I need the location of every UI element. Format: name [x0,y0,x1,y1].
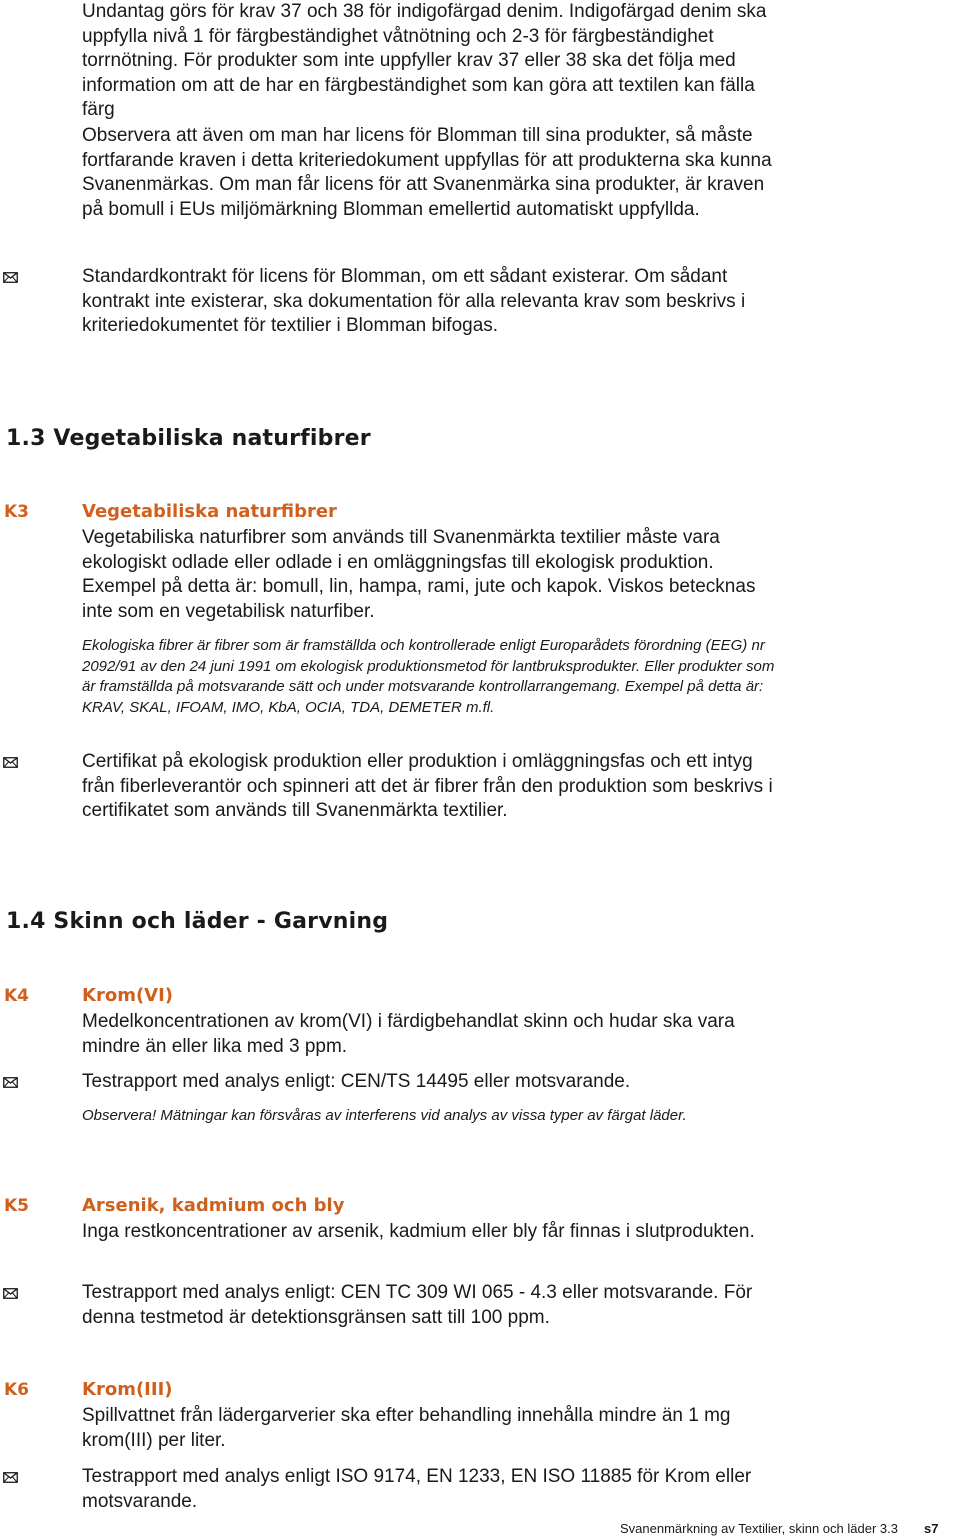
k6-documentation [82,1465,782,1514]
envelope-icon [3,757,18,768]
requirement-text: Medelkoncentrationen av krom(VI) i färdigbehandlat skinn och hudar ska vara mindre än eller lika med 3 ppm. [82,1011,735,1057]
requirement-doc: Testrapport med analys enligt ISO 9174, EN 1233, EN ISO 11885 för Krom eller motsvarande. [82,1466,752,1512]
k5-documentation [82,1281,782,1330]
requirement-text: Vegetabiliska naturfibrer som används till Svanenmärkta textilier måste vara ekologiskt odlade eller odlade i en omläggningsfas till ekologisk produktion. Exempel på detta är: bomull, lin, hampa, rami, jute och kapok. Viskos betecknas inte som en vegetabilisk naturfiber. [82,527,756,622]
envelope-icon [3,1077,18,1088]
intro-doc-text: Standardkontrakt för licens för Blomman, om ett sådant existerar. Om sådant kontrakt inte existerar, ska dokumentation för alla relevanta krav som beskrivs i kriteriedokumentet för textilier i Blomman bifogas. [82,266,746,336]
requirement-k5 [82,1194,782,1245]
intro-note: Observera att även om man har licens för Blomman till sina produkter, så måste fortfarande kraven i detta kriteriedokument uppfyllas för att produkterna ska kunna Svanenmärkas. Om man får licens för att Svanenmärka sina produkter, är kraven på bomull i EUs miljömärkning Blomman emellertid automatiskt uppfyllda. [82,125,772,220]
requirement-code-k4: K4 [4,986,30,1006]
section-heading-1-4: 1.4 Skinn och läder - Garvning [6,909,389,934]
intro-paragraph-2 [82,124,782,222]
envelope-icon [3,1288,18,1299]
k3-documentation [82,750,782,824]
envelope-icon [3,1472,18,1483]
requirement-k3 [82,500,782,624]
intro-documentation [82,265,782,339]
page-footer [620,1521,938,1536]
requirement-k4 [82,984,782,1059]
envelope-icon [3,272,18,283]
requirement-doc: Testrapport med analys enligt: CEN TC 309 WI 065 - 4.3 eller motsvarande. För denna testmetod är detektionsgränsen satt till 100 ppm. [82,1282,753,1328]
requirement-doc: Certifikat på ekologisk produktion eller produktion i omläggningsfas och ett intyg från fiberleverantör och spinneri att det är fibrer från den produktion som beskrivs i certifikatet som används till Svanenmärkta textilier. [82,751,773,821]
requirement-code-k6: K6 [4,1380,30,1400]
intro-paragraph-1 [82,0,782,123]
requirement-text: Spillvattnet från lädergarverier ska efter behandling innehålla mindre än 1 mg krom(III) per liter. [82,1405,731,1451]
requirement-doc: Testrapport med analys enligt: CEN/TS 14495 eller motsvarande. [82,1071,631,1092]
requirement-k6 [82,1378,782,1453]
requirement-title: Krom(III) [82,1379,173,1400]
requirement-note: Observera! Mätningar kan försvåras av interferens vid analys av vissa typer av färgat läder. [82,1107,687,1124]
k3-note [82,636,782,718]
requirement-text: Inga restkoncentrationer av arsenik, kadmium eller bly får finnas i slutprodukten. [82,1221,755,1242]
intro-text: Undantag görs för krav 37 och 38 för indigofärgad denim. Indigofärgad denim ska uppfylla nivå 1 för färgbeständighet våtnötning och 2-3 för färgbeständighet torrnötning. För produkter som inte uppfyller krav 37 eller 38 ska det följa med information om att de har en färgbeständighet som kan göra att textilen kan fälla färg [82,1,767,120]
page-number: s7 [923,1521,939,1536]
k4-note [82,1106,782,1127]
requirement-title: Krom(VI) [82,985,174,1006]
section-heading-1-3: 1.3 Vegetabiliska naturfibrer [6,426,371,451]
requirement-title: Vegetabiliska naturfibrer [82,501,337,522]
requirement-code-k3: K3 [4,502,30,522]
k4-documentation [82,1070,782,1095]
requirement-code-k5: K5 [4,1196,30,1216]
footer-label: Svanenmärkning av Textilier, skinn och läder 3.3 [620,1521,898,1536]
requirement-note: Ekologiska fibrer är fibrer som är framställda och kontrollerade enligt Europarådets förordning (EEG) nr 2092/91 av den 24 juni 1991 om ekologisk produktionsmetod för lantbruksprodukter. Eller produkter som är framställda på motsvarande sätt och under motsvarande kontrollarrangemang. Exempel på detta är: KRAV, SKAL, IFOAM, IMO, KbA, OCIA, TDA, DEMETER m.fl. [82,637,775,716]
requirement-title: Arsenik, kadmium och bly [82,1195,345,1216]
